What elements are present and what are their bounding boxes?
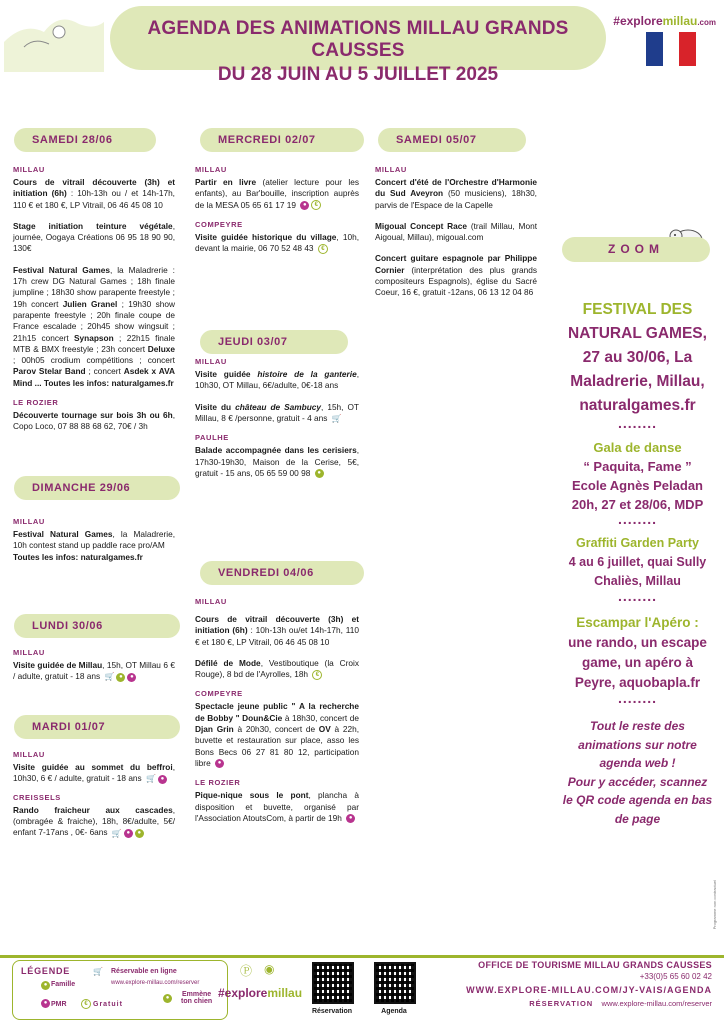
family-icon: ● bbox=[158, 775, 167, 784]
city-label: MILLAU bbox=[13, 165, 45, 174]
cart-icon: 🛒 bbox=[331, 414, 342, 424]
euro-free-icon: € bbox=[312, 670, 322, 680]
footer-divider bbox=[0, 955, 724, 958]
day-block-ven04 bbox=[195, 597, 359, 824]
day-block-mer02 bbox=[195, 165, 359, 254]
city-label: COMPEYRE bbox=[195, 219, 243, 229]
page-subtitle: DU 28 JUIN AU 5 JUILLET 2025 bbox=[217, 64, 499, 85]
facebook-icon[interactable]: Ⓟ bbox=[240, 964, 253, 978]
zoom-escampar-details: une rando, un escape game, un apéro à Peyre, aquobapla.fr bbox=[568, 635, 707, 690]
dog-icon: ● bbox=[127, 673, 136, 682]
day-header-lun30: LUNDI 30/06 bbox=[14, 614, 180, 638]
separator: ........ bbox=[617, 415, 658, 431]
city-label: MILLAU bbox=[195, 357, 227, 366]
event-item: Stage initiation teinture végétale, journée, Oogaya Créations 06 95 18 90 90, 130€ bbox=[13, 220, 175, 254]
event-item: Concert guitare espagnole par Philippe Cornier (interprétation des plus grands compositeurs Espagnols), église du Sacré Coeur, 16 €, gratuit -12ans, 06 13 12 04 86 bbox=[375, 253, 537, 298]
separator: ........ bbox=[617, 511, 658, 527]
legend-famille: Famille bbox=[51, 981, 76, 988]
zoom-graffiti-details: 4 au 6 juillet, quai Sully Chaliès, Millau bbox=[568, 555, 707, 588]
event-item: Visite guidée au sommet du beffroi, 10h30, 6 € / adulte, gratuit - 18 ans 🛒 ● bbox=[13, 762, 175, 784]
event-item: Festival Natural Games, la Maladrerie, 10h contest stand up paddle race pro/AM Toutes les infos: naturalgames.fr bbox=[13, 529, 175, 562]
day-header-sam28: SAMEDI 28/06 bbox=[14, 128, 156, 152]
landscape-illustration bbox=[4, 2, 104, 72]
cart-icon: 🛒 bbox=[104, 672, 115, 682]
family-icon: ● bbox=[124, 829, 133, 838]
qr-label-reservation: Réservation bbox=[311, 1008, 353, 1015]
separator: ........ bbox=[617, 588, 658, 604]
day-block-jeu03 bbox=[195, 357, 359, 479]
event-item: Cours de vitrail découverte (3h) et initiation (6h) : 10h-13h ou / et 14h-17h, 110 € et 180 €, LP Vitrail, 06 46 45 08 10 bbox=[13, 177, 175, 210]
day-block-sam05 bbox=[375, 165, 537, 299]
zoom-festival-title: FESTIVAL DES bbox=[582, 301, 693, 318]
city-label: MILLAU bbox=[13, 750, 45, 759]
zoom-festival-details: NATURAL GAMES, 27 au 30/06, La Maladrerie, Millau, naturalgames.fr bbox=[568, 325, 707, 414]
day-block-mar01 bbox=[13, 750, 175, 839]
instagram-icon[interactable]: ◉ bbox=[264, 962, 275, 976]
event-item: Festival Natural Games, la Maladrerie : 17h crew DG Natural Games ; 18h finale jumpline ; 18h30 show parapente freestyle ; 19h concert Julien Granel ; 19h30 show parapente freestyle ; 20h finale coupe de France escalade ; 20h45 show wingsuit ; 21h15 concert Synapson ; 22h15 finale MTB & BMX freestyle ; 23h concert Deluxe ; 00h05 crodium compétitions ; concert Parov Stelar Band ; concert Asdek x AVA Mind ... Toutes les infos: naturalgames.fr bbox=[13, 264, 175, 388]
day-block-lun30 bbox=[13, 648, 175, 683]
event-item: Visite guidée histoire de la ganterie, 10h30, OT Millau, 6€/adulte, 0€-18 ans bbox=[195, 369, 359, 391]
header-banner bbox=[110, 6, 606, 85]
office-info bbox=[440, 960, 712, 1008]
euro-free-icon: € bbox=[318, 244, 328, 254]
cart-icon: 🛒 bbox=[146, 774, 156, 784]
family-icon: ● bbox=[116, 673, 125, 682]
cart-icon: 🛒 bbox=[93, 967, 103, 976]
dog-icon: ● bbox=[163, 994, 172, 1003]
zoom-web-note: Tout le reste des animations sur notre agenda web ! Pour y accéder, scannez le QR code agenda en bas de page bbox=[562, 719, 713, 826]
side-note: Programme non contractuel bbox=[712, 880, 717, 930]
city-label: MILLAU bbox=[13, 648, 45, 657]
qr-label-agenda: Agenda bbox=[381, 1008, 407, 1015]
event-item: Défilé de Mode, Vestiboutique (la Croix Rouge), 8 bd de l'Ayrolles, 18h € bbox=[195, 657, 359, 680]
pmr-icon: ● bbox=[41, 999, 50, 1008]
legend-reserver-url[interactable]: www.explore-millau.com/reserver bbox=[111, 980, 200, 986]
legend-gratuit: Gratuit bbox=[93, 1001, 123, 1008]
day-header-mer02: MERCREDI 02/07 bbox=[200, 128, 364, 152]
separator: ........ bbox=[617, 690, 658, 706]
zoom-gala-details: “ Paquita, Fame ” Ecole Agnès Peladan 20h, 27 et 28/06, MDP bbox=[571, 459, 704, 512]
city-label: LE ROZIER bbox=[13, 398, 59, 408]
legend-title: LÉGENDE bbox=[21, 966, 71, 976]
day-header-sam05: SAMEDI 05/07 bbox=[378, 128, 526, 152]
event-item: Rando fraicheur aux cascades, (ombragée & fraiche), 18h, 8€/adulte, 5€/ enfant 7-17ans , 0€- 6ans 🛒 ● ● bbox=[13, 804, 175, 838]
day-header-ven04: VENDREDI 04/06 bbox=[200, 561, 364, 585]
legend-box bbox=[12, 960, 228, 1020]
city-label: CREISSELS bbox=[13, 792, 61, 802]
family-icon: ● bbox=[346, 814, 355, 823]
qr-code-agenda[interactable] bbox=[374, 962, 416, 1004]
event-item: Visite du château de Sambucy, 15h, OT Millau, 8 € /personne, gratuit - 4 ans 🛒 bbox=[195, 401, 359, 424]
zoom-escampar: Escampar l'Apéro : bbox=[576, 615, 699, 630]
event-item: Migoual Concept Race (trail Millau, Mont Aigoual, Millau), migoual.com bbox=[375, 220, 537, 243]
event-item: Balade accompagnée dans les cerisiers, 17h30-19h30, Maison de la Cerise, 5€, gratuit - 15 ans, 05 65 59 00 98 ● bbox=[195, 445, 359, 478]
legend-pmr: PMR bbox=[51, 1001, 67, 1008]
day-block-dim29 bbox=[13, 517, 175, 563]
event-item: Pique-nique sous le pont, plancha à disposition et buvette, organisé par l'Association AtoutsCom, à partir de 19h ● bbox=[195, 790, 359, 823]
day-header-mar01: MARDI 01/07 bbox=[14, 715, 180, 739]
city-label: LE ROZIER bbox=[195, 778, 241, 788]
event-item: Cours de vitrail découverte (3h) et initiation (6h) : 10h-13h ou/et 14h-17h, 110 € et 180 €, LP Vitrail, 06 46 45 08 10 bbox=[195, 614, 359, 647]
event-item: Spectacle jeune public " A la recherche de Bobby " Doun&Cie à 18h30, concert de Djan Grin à 20h30, concert de OV à 22h, buvette et restauration sur place, asso les Bons Becs 06 27 81 80 12, participation libre ● bbox=[195, 701, 359, 768]
french-flag-icon[interactable] bbox=[646, 32, 696, 66]
brand-tld: .com bbox=[697, 18, 716, 27]
office-phone: +33(0)5 65 60 02 42 bbox=[639, 972, 712, 981]
reservation-link[interactable]: www.explore-millau.com/reserver bbox=[601, 999, 712, 1008]
cart-icon: 🛒 bbox=[111, 828, 122, 838]
legend-dog: Emmène ton chien bbox=[181, 991, 213, 1005]
dog-icon: ● bbox=[135, 829, 144, 838]
dog-icon: ● bbox=[315, 469, 324, 478]
day-header-dim29: DIMANCHE 29/06 bbox=[14, 476, 180, 500]
qr-code-reservation[interactable] bbox=[312, 962, 354, 1004]
event-item: Découverte tournage sur bois 3h ou 6h, Copo Loco, 07 88 88 68 62, 70€ / 3h bbox=[13, 410, 175, 432]
footer-brand: #exploremillau bbox=[218, 986, 303, 1000]
city-label: MILLAU bbox=[375, 165, 407, 174]
page-title: AGENDA DES ANIMATIONS MILLAU GRANDS CAUSSES bbox=[147, 18, 569, 61]
event-item: Concert d'été de l'Orchestre d'Harmonie du Sud Aveyron (50 musiciens), 18h30, parvis de l'Espace de la Capelle bbox=[375, 177, 537, 210]
brand-logo bbox=[613, 14, 716, 28]
legend-reservable: Réservable en ligne bbox=[111, 968, 177, 975]
city-label: MILLAU bbox=[13, 517, 45, 526]
reservation-line: RÉSERVATION www.explore-millau.com/reserver bbox=[529, 999, 712, 1008]
zoom-header: ZOOM bbox=[562, 237, 710, 262]
brand-prefix: #explore bbox=[613, 14, 663, 28]
city-label: MILLAU bbox=[195, 597, 227, 606]
event-item: Partir en livre (atelier lecture pour les enfants), au Bar'bouille, inscription auprès de la MESA 05 65 61 17 19 ● € bbox=[195, 177, 359, 210]
day-block-sam28 bbox=[13, 165, 175, 433]
euro-free-icon: € bbox=[311, 200, 321, 210]
city-label: COMPEYRE bbox=[195, 689, 243, 699]
day-header-jeu03: JEUDI 03/07 bbox=[200, 330, 348, 354]
euro-free-icon: € bbox=[81, 999, 91, 1009]
event-item: Visite guidée historique du village, 10h, devant la mairie, 06 70 52 48 43 € bbox=[195, 231, 359, 254]
office-name: OFFICE DE TOURISME MILLAU GRANDS CAUSSES bbox=[478, 960, 712, 970]
city-label: MILLAU bbox=[195, 165, 227, 174]
family-icon: ● bbox=[300, 201, 309, 210]
event-item: Visite guidée de Millau, 15h, OT Millau 6 € / adulte, gratuit - 18 ans 🛒 ● ● bbox=[13, 660, 175, 682]
city-label: PAULHE bbox=[195, 433, 229, 443]
family-icon: ● bbox=[41, 981, 50, 990]
family-icon: ● bbox=[215, 759, 224, 768]
brand-suffix: millau bbox=[662, 14, 698, 28]
zoom-graffiti: Graffiti Garden Party bbox=[576, 536, 699, 550]
agenda-site-link[interactable]: WWW.EXPLORE-MILLAU.COM/JY-VAIS/AGENDA bbox=[466, 985, 712, 995]
zoom-section bbox=[555, 298, 720, 828]
zoom-gala: Gala de danse bbox=[593, 440, 682, 455]
